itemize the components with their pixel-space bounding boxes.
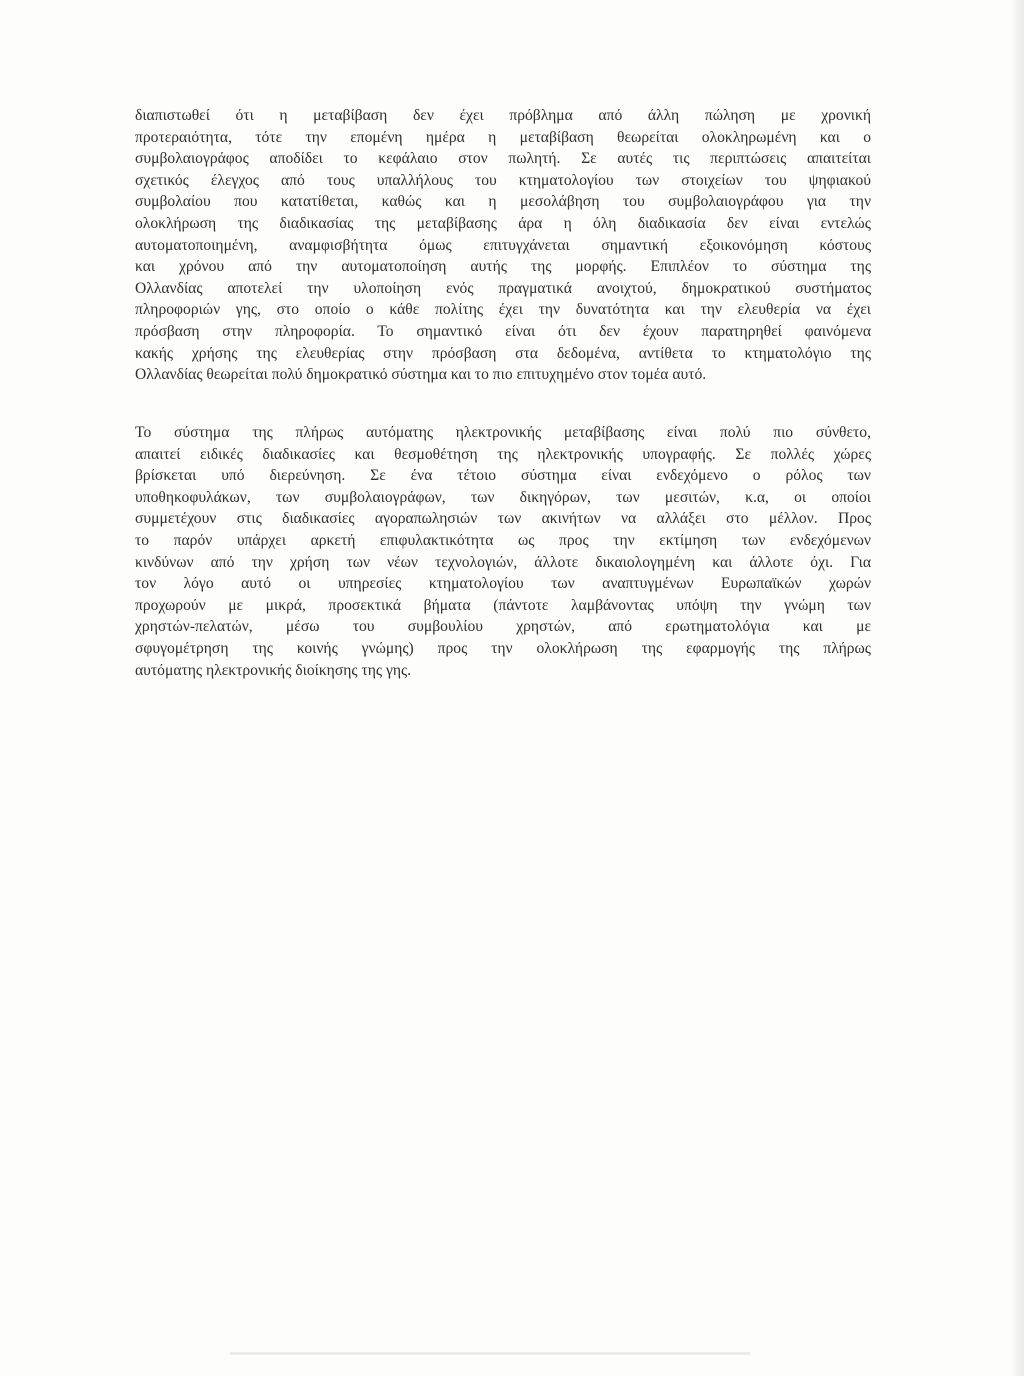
text-line: προτεραιότητα, τότε την επομένη ημέρα η μεταβίβαση θεωρείται ολοκληρωμένη και ο — [135, 128, 871, 146]
text-line: απαιτεί ειδικές διαδικασίες και θεσμοθέτηση της ηλεκτρονικής υπογραφής. Σε πολλές χώρες — [135, 445, 871, 463]
text-line: σχετικός έλεγχος από τους υπαλλήλους του κτηματολογίου των στοιχείων του ψηφιακού — [135, 171, 871, 189]
scan-shadow-edge — [1010, 0, 1024, 1376]
text-line: αυτοματοποιημένη, αναμφισβήτητα όμως επιτυγχάνεται σημαντική εξοικονόμηση κόστους — [135, 236, 871, 254]
text-line: πληροφοριών γης, στο οποίο ο κάθε πολίτης έχει την δυνατότητα και την ελευθερία να έχει — [135, 301, 871, 319]
text-line: χρηστών-πελατών, μέσω του συμβουλίου χρηστών, από ερωτηματολόγια και με — [135, 618, 871, 636]
text-line: Ολλανδίας αποτελεί την υλοποίηση ενός πραγματικά ανοιχτού, δημοκρατικού συστήματος — [135, 279, 871, 297]
text-line: και χρόνου από την αυτοματοποίηση αυτής της μορφής. Επιπλέον το σύστημα της — [135, 258, 871, 276]
text-line: προχωρούν με μικρά, προσεκτικά βήματα (πάντοτε λαμβάνοντας υπόψη την γνώμη των — [135, 596, 871, 614]
text-line: συμμετέχουν στις διαδικασίες αγοραπωλησιών των ακινήτων να αλλάξει στο μέλλον. Προς — [135, 510, 871, 528]
paragraph-1 — [135, 105, 871, 386]
text-line: σφυγομέτρηση της κοινής γνώμης) προς την ολοκλήρωση της εφαρμογής της πλήρως — [135, 639, 871, 657]
text-line: βρίσκεται υπό διερεύνηση. Σε ένα τέτοιο σύστημα είναι ενδεχόμενο ο ρόλος των — [135, 467, 871, 485]
text-line: πρόσβαση στην πληροφορία. Το σημαντικό είναι ότι δεν έχουν παρατηρηθεί φαινόμενα — [135, 322, 871, 340]
scan-artifact-line — [230, 1352, 750, 1355]
text-line: Ολλανδίας θεωρείται πολύ δημοκρατικό σύστημα και το πιο επιτυχημένο στον τομέα αυτό. — [135, 366, 707, 384]
text-line: κακής χρήσης της ελευθερίας στην πρόσβαση στα δεδομένα, αντίθετα το κτηματολόγιο της — [135, 344, 871, 362]
text-line: τον λόγο αυτό οι υπηρεσίες κτηματολογίου των αναπτυγμένων Ευρωπαϊκών χωρών — [135, 575, 871, 593]
text-line: κινδύνων από την χρήση των νέων τεχνολογιών, άλλοτε δικαιολογημένη και άλλοτε όχι. Για — [135, 553, 871, 571]
paragraph-2 — [135, 422, 871, 681]
text-line: συμβολαιογράφος αποδίδει το κεφάλαιο στον πωλητή. Σε αυτές τις περιπτώσεις απαιτείται — [135, 150, 871, 168]
text-line: το παρόν υπάρχει αρκετή επιφυλακτικότητα ως προς την εκτίμηση των ενδεχόμενων — [135, 531, 871, 549]
text-line: ολοκλήρωση της διαδικασίας της μεταβίβασης άρα η όλη διαδικασία δεν είναι εντελώς — [135, 214, 871, 232]
text-line: Το σύστημα της πλήρως αυτόματης ηλεκτρονικής μεταβίβασης είναι πολύ πιο σύνθετο, — [135, 424, 871, 441]
text-line: αυτόματης ηλεκτρονικής διοίκησης της γης. — [135, 661, 412, 679]
text-line: διαπιστωθεί ότι η μεταβίβαση δεν έχει πρόβλημα από άλλη πώληση με χρονική — [135, 107, 871, 124]
text-line: συμβολαίου που κατατίθεται, καθώς και η μεσολάβηση του συμβολαιογράφου για την — [135, 193, 871, 211]
text-line: υποθηκοφυλάκων, των συμβολαιογράφων, των δικηγόρων, των μεσιτών, κ.α, οι οποίοι — [135, 488, 871, 506]
